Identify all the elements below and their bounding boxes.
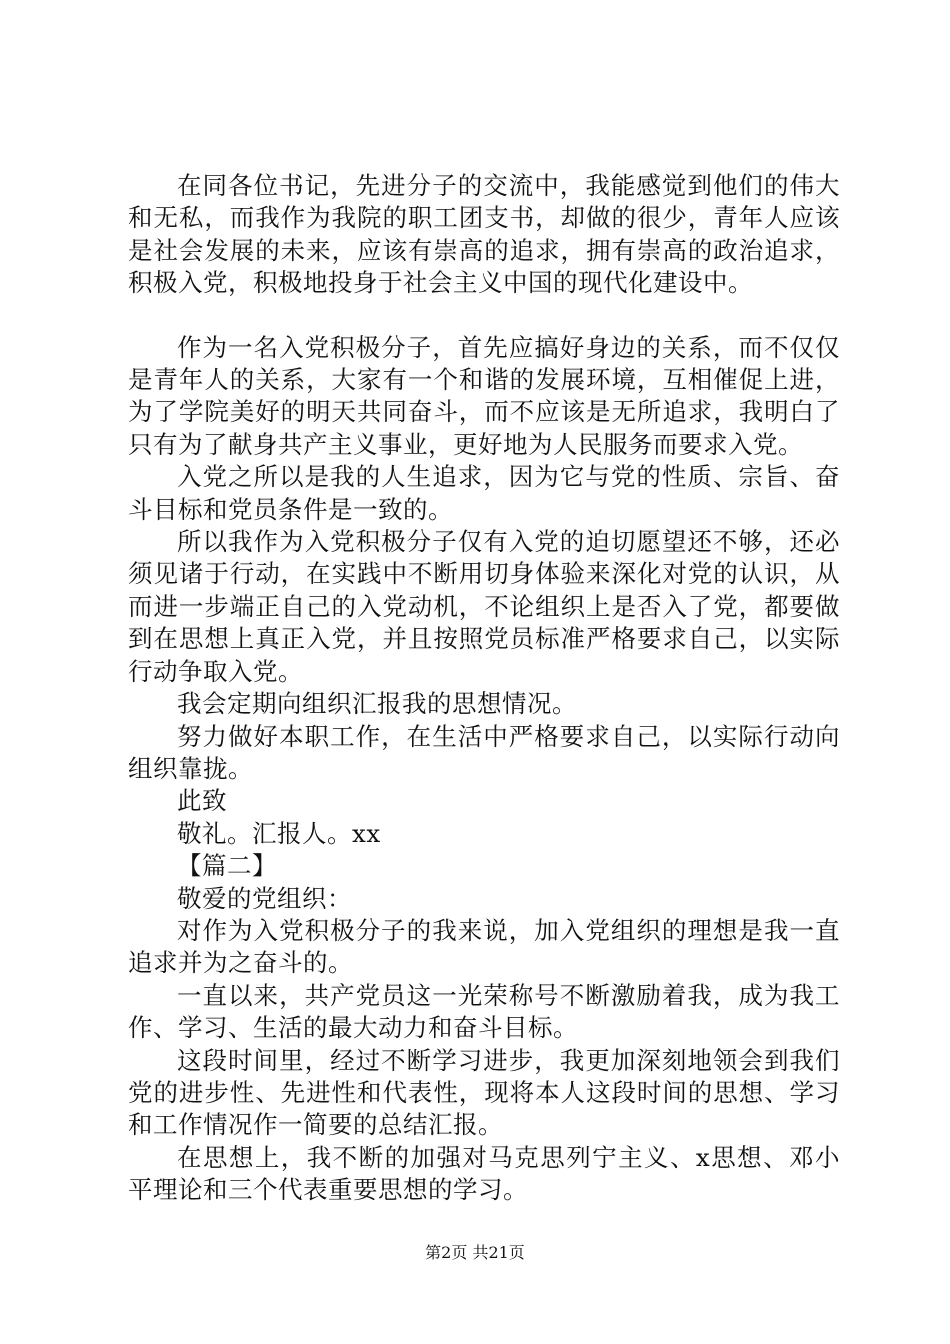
paragraph: 努力做好本职工作，在生活中严格要求自己，以实际行动向组织靠拢。 xyxy=(128,721,840,783)
paragraph: 入党之所以是我的人生追求，因为它与党的性质、宗旨、奋斗目标和党员条件是一致的。 xyxy=(128,462,840,524)
closing-salutation: 此致 xyxy=(177,786,227,816)
paragraph: 在同各位书记，先进分子的交流中，我能感觉到他们的伟大和无私，而我作为我院的职工团支书，却做的很少，青年人应该是社会发展的未来，应该有崇高的追求，拥有崇高的政治追求，积极入党，积极地投身于社会主义中国的现代化建设中。 xyxy=(128,171,840,298)
paragraph: 在思想上，我不断的加强对马克思列宁主义、x思想、邓小平理论和三个代表重要思想的学习。 xyxy=(128,1142,840,1205)
signature-line: 敬礼。汇报人。xx xyxy=(177,818,381,848)
paragraph: 所以我作为入党积极分子仅有入党的迫切愿望还不够，还必须见诸于行动，在实践中不断用切身体验来深化对党的认识，从而进一步端正自己的入党动机，不论组织上是否入了党，都要做到在思想上真正入党，并且按照党员标准严格要求自己，以实际行动争取入党。 xyxy=(128,527,840,686)
paragraph: 一直以来，共产党员这一光荣称号不断激励着我，成为我工作、学习、生活的最大动力和奋斗目标。 xyxy=(128,980,840,1043)
letter-greeting: 敬爱的党组织： xyxy=(177,883,352,913)
section-heading: 【篇二】 xyxy=(177,851,277,881)
page-number-footer: 第2页 共21页 xyxy=(425,1243,525,1262)
paragraph: 我会定期向组织汇报我的思想情况。 xyxy=(177,689,577,719)
paragraph: 作为一名入党积极分子，首先应搞好身边的关系，而不仅仅是青年人的关系，大家有一个和谐的发展环境，互相催促上进，为了学院美好的明天共同奋斗，而不应该是无所追求，我明白了只有为了献身共产主义事业，更好地为人民服务而要求入党。 xyxy=(128,332,840,459)
paragraph: 对作为入党积极分子的我来说，加入党组织的理想是我一直追求并为之奋斗的。 xyxy=(128,915,840,978)
paragraph: 这段时间里，经过不断学习进步，我更加深刻地领会到我们党的进步性、先进性和代表性，现将本人这段时间的思想、学习和工作情况作一简要的总结汇报。 xyxy=(128,1045,840,1140)
document-body xyxy=(128,170,840,1207)
